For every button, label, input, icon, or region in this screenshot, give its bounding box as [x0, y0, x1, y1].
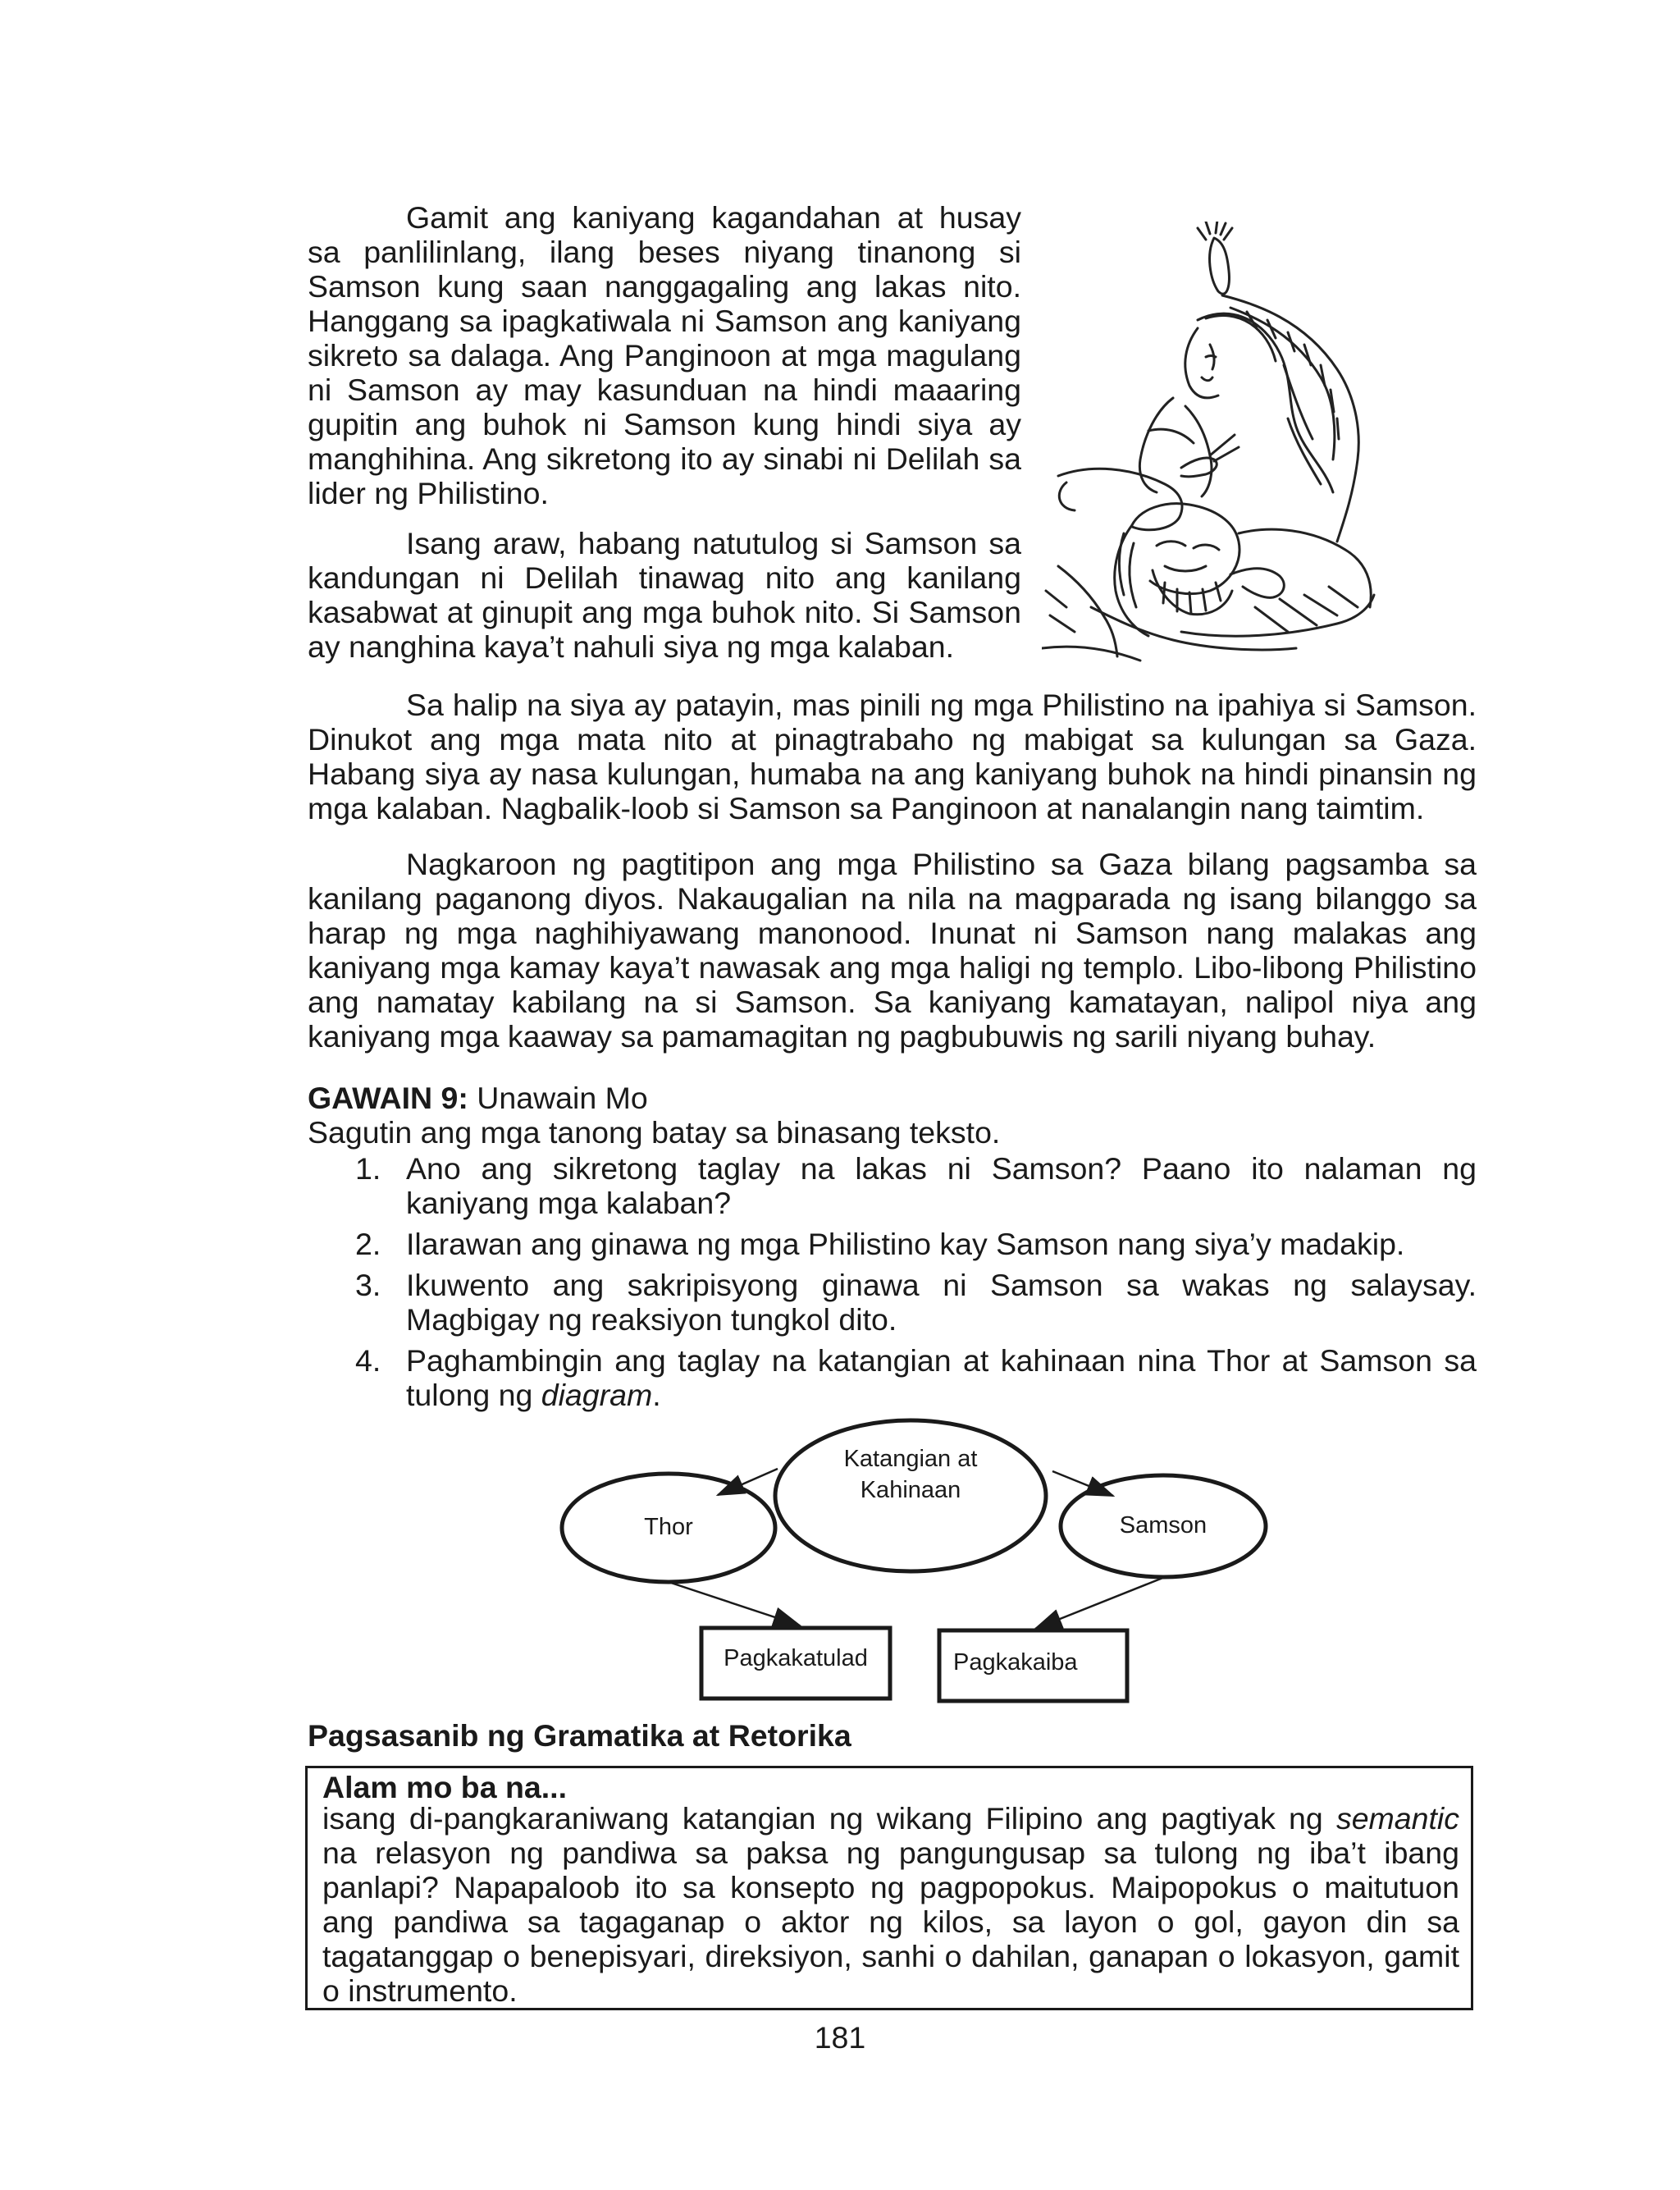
info-text-part1: isang di-pangkaraniwang katangian ng wikang Filipino ang pagtiyak ng	[322, 1801, 1336, 1836]
page-number: 181	[814, 2020, 866, 2055]
activity-heading	[308, 1081, 648, 1115]
thor-label: Thor	[644, 1514, 693, 1540]
center-label	[812, 1443, 1009, 1506]
activity-title: Unawain Mo	[477, 1081, 648, 1115]
story-paragraph-3: Sa halip na siya ay patayin, mas pinili ng mga Philistino na ipahiya si Samson. Dinukot ang mga mata nito at pinagtrabaho ng mabigat sa kulungan sa Gaza. Habang siya ay nasa kulungan, humaba na ang kaniyang buhok na hindi pinansin ng mga kalaban. Nagbalik-loob si Samson sa Panginoon at nanalangin nang taimtim.	[308, 688, 1477, 825]
question-text: Ano ang sikretong taglay na lakas ni Samson? Paano ito nalaman ng kaniyang mga kalaban?	[406, 1151, 1477, 1220]
section-title: Pagsasanib ng Gramatika at Retorika	[308, 1718, 851, 1753]
question-text: Ilarawan ang ginawa ng mga Philistino kay Samson nang siya’y madakip.	[406, 1227, 1405, 1261]
question-number: 3.	[355, 1268, 381, 1302]
center-label-line1: Katangian at	[843, 1446, 978, 1472]
question-number: 4.	[355, 1343, 381, 1378]
question-item	[308, 1268, 1477, 1337]
question-item	[308, 1343, 1477, 1412]
info-box-heading: Alam mo ba na...	[322, 1770, 567, 1804]
info-text-italic: semantic	[1335, 1801, 1459, 1836]
question-item	[308, 1227, 1477, 1261]
center-label-line2: Kahinaan	[860, 1477, 961, 1503]
story-paragraph-4: Nagkaroon ng pagtitipon ang mga Philistino sa Gaza bilang pagsamba sa kanilang paganong diyos. Nakaugalian na nila na magparada ng isang bilanggo sa harap ng mga naghihiyawang manonood. Inunat ni Samson nang malakas ang kaniyang mga kamay kaya’t nawasak ang mga haligi ng templo. Libo-libong Philistino ang namatay kabilang na si Samson. Sa kaniyang kamatayan, nalipol niya ang kaniyang mga kaaway sa pamamagitan ng pagbubuwis ng sarili niyang buhay.	[308, 847, 1477, 1054]
question-number: 2.	[355, 1227, 381, 1261]
story-paragraph-2: Isang araw, habang natutulog si Samson sa kandungan ni Delilah tinawag nito ang kanilang kasabwat at ginupit ang mga buhok nito. Si Samson ay nanghina kaya’t nahuli siya ng mga kalaban.	[308, 526, 1021, 664]
info-box-text	[322, 1801, 1459, 2008]
question-item	[308, 1151, 1477, 1220]
similarity-label: Pagkakatulad	[724, 1645, 868, 1671]
story-paragraph-1: Gamit ang kaniyang kagandahan at husay sa panlilinlang, ilang beses niyang tinanong si Samson kung saan nanggagaling ang lakas nito. Hanggang sa ipagkatiwala ni Samson ang kaniyang sikreto sa dalaga. Ang Panginoon at mga magulang ni Samson ay may kasunduan na hindi maaaring gupitin ang buhok ni Samson kung hindi siya ay manghihina. Ang sikretong ito ay sinabi ni Delilah sa lider ng Philistino.	[308, 200, 1021, 510]
question-text: Paghambingin ang taglay na katangian at kahinaan nina Thor at Samson sa tulong ng	[406, 1343, 1477, 1412]
samson-label: Samson	[1119, 1512, 1208, 1538]
info-box	[305, 1766, 1473, 2010]
info-text-part2: na relasyon ng pandiwa sa paksa ng pangungusap sa tulong ng iba’t ibang panlapi? Napapaloob ito sa konsepto ng pagpopokus. Maipopokus o maitutuon ang pandiwa sa tagaganap o aktor ng kilos, sa layon o gol, gayon din sa tagatanggap o benepisyari, direksiyon, sanhi o dahilan, ganapan o lokasyon, gamit o instrumento.	[322, 1836, 1459, 2008]
difference-label: Pagkakaiba	[953, 1649, 1078, 1676]
activity-label: GAWAIN 9:	[308, 1081, 468, 1115]
question-tail: .	[652, 1378, 661, 1412]
question-text: Ikuwento ang sakripisyong ginawa ni Samson sa wakas ng salaysay. Magbigay ng reaksiyon tungkol dito.	[406, 1268, 1477, 1337]
samson-delilah-illustration	[1042, 222, 1378, 669]
question-list	[308, 1151, 1477, 1419]
activity-instruction: Sagutin ang mga tanong batay sa binasang teksto.	[308, 1115, 1001, 1150]
question-italic-term: diagram	[541, 1378, 653, 1412]
question-number: 1.	[355, 1151, 381, 1186]
